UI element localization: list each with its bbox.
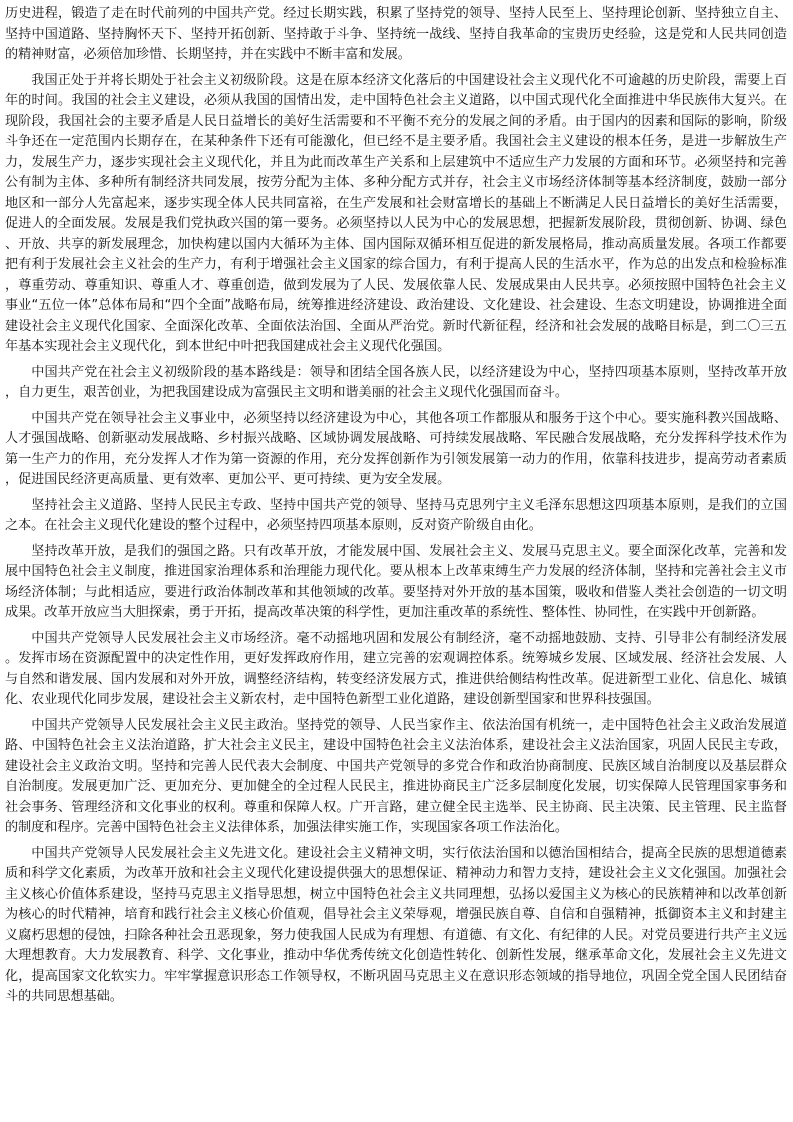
paragraph-economic-center: 中国共产党在领导社会主义事业中，必须坚持以经济建设为中心，其他各项工作都服从和服务于这个中心。要实施科教兴国战略、人才强国战略、创新驱动发展战略、乡村振兴战略、区域协调发展战略、可持续发展战略、军民融合发展战略，充分发挥科学技术作为第一生产力的作用，充分发挥人才作为第一资源的作用，充分发挥创新作为引领发展第一动力的作用，依靠科技进步，提高劳动者素质，促进国民经济更高质量、更有效率、更加公平、更可持续、更为安全发展。: [5, 410, 787, 487]
paragraph-history-experience: 历史进程，锻造了走在时代前列的中国共产党。经过长期实践，积累了坚持党的领导、坚持人民至上、坚持理论创新、坚持独立自主、坚持中国道路、坚持胸怀天下、坚持开拓创新、坚持敢于斗争、坚持统一战线、坚持自我革命的宝贵历史经验，这是党和人民共同创造的精神财富，必须倍加珍惜、长期坚持，并在实践中不断丰富和发展。: [5, 6, 787, 62]
paragraph-market-economy: 中国共产党领导人民发展社会主义市场经济。毫不动摇地巩固和发展公有制经济，毫不动摇地鼓励、支持、引导非公有制经济发展。发挥市场在资源配置中的决定性作用，更好发挥政府作用，建立完善的宏观调控体系。统筹城乡发展、区域发展、经济社会发展、人与自然和谐发展、国内发展和对外开放，调整经济结构，转变经济发展方式，推进供给侧结构性改革。促进新型工业化、信息化、城镇化、农业现代化同步发展，建设社会主义新农村，走中国特色新型工业化道路，建设创新型国家和世界科技强国。: [5, 630, 787, 707]
paragraph-basic-line: 中国共产党在社会主义初级阶段的基本路线是：领导和团结全国各族人民，以经济建设为中心，坚持四项基本原则，坚持改革开放，自力更生，艰苦创业，为把我国建设成为富强民主文明和谐美丽的社会主义现代化强国而奋斗。: [5, 364, 787, 400]
paragraph-four-principles: 坚持社会主义道路、坚持人民民主专政、坚持中国共产党的领导、坚持马克思列宁主义毛泽东思想这四项基本原则，是我们的立国之本。在社会主义现代化建设的整个过程中，必须坚持四项基本原则，反对资产阶级自由化。: [5, 497, 787, 533]
paragraph-reform-opening: 坚持改革开放，是我们的强国之路。只有改革开放，才能发展中国、发展社会主义、发展马克思主义。要全面深化改革，完善和发展中国特色社会主义制度，推进国家治理体系和治理能力现代化。要从根本上改革束缚生产力发展的经济体制，坚持和完善社会主义市场经济体制；与此相适应，要进行政治体制改革和其他领域的改革。要坚持对外开放的基本国策，吸收和借鉴人类社会创造的一切文明成果。改革开放应当大胆探索，勇于开拓，提高改革决策的科学性，更加注重改革的系统性、整体性、协同性，在实践中开创新路。: [5, 543, 787, 620]
paragraph-democratic-politics: 中国共产党领导人民发展社会主义民主政治。坚持党的领导、人民当家作主、依法治国有机统一，走中国特色社会主义政治发展道路、中国特色社会主义法治道路，扩大社会主义民主，建设中国特色社会主义法治体系，建设社会主义法治国家，巩固人民民主专政，建设社会主义政治文明。坚持和完善人民代表大会制度、中国共产党领导的多党合作和政治协商制度、民族区域自治制度以及基层群众自治制度。发展更加广泛、更加充分、更加健全的全过程人民民主，推进协商民主广泛多层制度化发展，切实保障人民管理国家事务和社会事务、管理经济和文化事业的权利。尊重和保障人权。广开言路，建立健全民主选举、民主协商、民主决策、民主管理、民主监督的制度和程序。完善中国特色社会主义法律体系，加强法律实施工作，实现国家各项工作法治化。: [5, 717, 787, 835]
paragraph-primary-stage: 我国正处于并将长期处于社会主义初级阶段。这是在原本经济文化落后的中国建设社会主义现代化不可逾越的历史阶段，需要上百年的时间。我国的社会主义建设，必须从我国的国情出发，走中国特色社会主义道路，以中国式现代化全面推进中华民族伟大复兴。在现阶段，我国社会的主要矛盾是人民日益增长的美好生活需要和不平衡不充分的发展之间的矛盾。由于国内的因素和国际的影响，阶级斗争还在一定范围内长期存在，在某种条件下还有可能激化，但已经不是主要矛盾。我国社会主义建设的根本任务，是进一步解放生产力，发展生产力，逐步实现社会主义现代化，并且为此而改革生产关系和上层建筑中不适应生产力发展的方面和环节。必须坚持和完善公有制为主体、多种所有制经济共同发展，按劳分配为主体、多种分配方式并存，社会主义市场经济体制等基本经济制度，鼓励一部分地区和一部分人先富起来，逐步实现全体人民共同富裕，在生产发展和社会财富增长的基础上不断满足人民日益增长的美好生活需要，促进人的全面发展。发展是我们党执政兴国的第一要务。必须坚持以人民为中心的发展思想，把握新发展阶段，贯彻创新、协调、绿色、开放、共享的新发展理念，加快构建以国内大循环为主体、国内国际双循环相互促进的新发展格局，推动高质量发展。各项工作都要把有利于发展社会主义社会的生产力，有利于增强社会主义国家的综合国力，有利于提高人民的生活水平，作为总的出发点和检验标准，尊重劳动、尊重知识、尊重人才、尊重创造，做到发展为了人民、发展依靠人民、发展成果由人民共享。必须按照中国特色社会主义事业“五位一体”总体布局和“四个全面”战略布局，统筹推进经济建设、政治建设、文化建设、社会建设、生态文明建设，协调推进全面建设社会主义现代化国家、全面深化改革、全面依法治国、全面从严治党。新时代新征程，经济和社会发展的战略目标是，到二〇三五年基本实现社会主义现代化，到本世纪中叶把我国建成社会主义现代化强国。: [5, 72, 787, 354]
paragraph-advanced-culture: 中国共产党领导人民发展社会主义先进文化。建设社会主义精神文明，实行依法治国和以德治国相结合，提高全民族的思想道德素质和科学文化素质，为改革开放和社会主义现代化建设提供强大的思想保证、精神动力和智力支持，建设社会主义文化强国。加强社会主义核心价值体系建设，坚持马克思主义指导思想，树立中国特色社会主义共同理想，弘扬以爱国主义为核心的民族精神和以改革创新为核心的时代精神，培育和践行社会主义核心价值观，倡导社会主义荣辱观，增强民族自尊、自信和自强精神，抵御资本主义和封建主义腐朽思想的侵蚀，扫除各种社会丑恶现象，努力使我国人民成为有理想、有道德、有文化、有纪律的人民。对党员要进行共产主义远大理想教育。大力发展教育、科学、文化事业，推动中华优秀传统文化创造性转化、创新性发展，继承革命文化，发展社会主义先进文化，提高国家文化软实力。牢牢掌握意识形态工作领导权，不断巩固马克思主义在意识形态领域的指导地位，巩固全党全国人民团结奋斗的共同思想基础。: [5, 845, 787, 1004]
